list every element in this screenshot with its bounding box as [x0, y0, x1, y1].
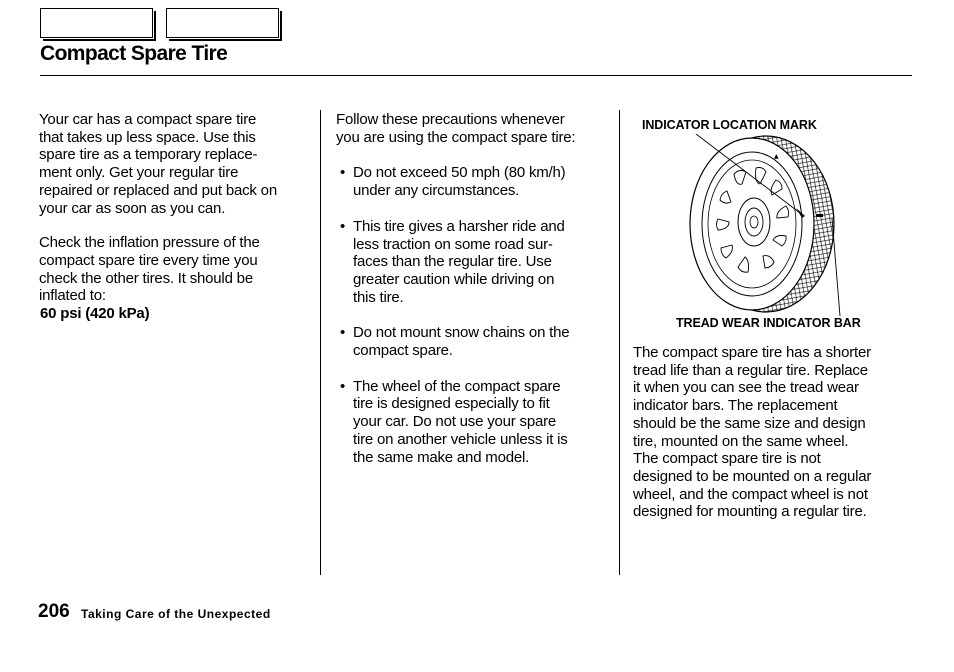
intro-paragraph: Your car has a compact spare tire that takes up less space. Use this spare tire as a temporary replace- ment only. Get your regular tire repaired or replaced and put back on your car as soon as you can. — [39, 111, 277, 217]
precautions-list — [336, 164, 611, 466]
bullet-icon: • — [340, 164, 346, 182]
column-divider-2 — [619, 110, 620, 575]
list-item: • Do not exceed 50 mph (80 km/h) under any circumstances. — [340, 164, 566, 200]
svg-text:▲: ▲ — [774, 153, 779, 160]
column-right — [633, 344, 913, 521]
inflation-pressure-value: 60 psi (420 kPa) — [40, 305, 150, 323]
title-divider — [40, 75, 912, 76]
list-item: • The wheel of the compact spare tire is designed especially to fit your car. Do not use your spare tire on another vehicle unless it is the same make and model. — [340, 377, 568, 466]
page-title: Compact Spare Tire — [40, 42, 228, 65]
column-middle — [336, 111, 611, 466]
page-number: 206 — [38, 601, 70, 622]
header-tab-box-right — [166, 8, 279, 38]
tread-wear-indicator-bar-label: TREAD WEAR INDICATOR BAR — [676, 316, 861, 330]
bullet-icon: • — [340, 377, 346, 395]
list-item: • Do not mount snow chains on the compact spare. — [340, 324, 570, 360]
column-left — [39, 111, 314, 323]
precautions-intro: Follow these precautions whenever you are using the compact spare tire: — [336, 111, 576, 146]
inflation-paragraph: Check the inflation pressure of the compact spare tire every time you check the other tires. It should be inflated to: — [39, 234, 260, 305]
column-divider-1 — [320, 110, 321, 575]
header-tab-box-left — [40, 8, 153, 38]
indicator-location-mark-label: INDICATOR LOCATION MARK — [642, 118, 817, 132]
tread-life-paragraph: The compact spare tire has a shorter tread life than a regular tire. Replace it when you can see the tread wear indicator bars. The replacement should be the same size and design tire, mounted on the same wheel. The compact spare tire is not designed to be mounted on a regular wheel, and the compact wheel is not designed for mounting a regular tire. — [633, 344, 872, 521]
list-item: • This tire gives a harsher ride and less traction on some road sur- faces than the regular tire. Use greater caution while driving on this tire. — [340, 217, 565, 306]
section-name: Taking Care of the Unexpected — [81, 607, 271, 621]
bullet-icon: • — [340, 324, 346, 342]
compact-spare-tire-illustration — [636, 134, 876, 318]
bullet-icon: • — [340, 217, 346, 235]
